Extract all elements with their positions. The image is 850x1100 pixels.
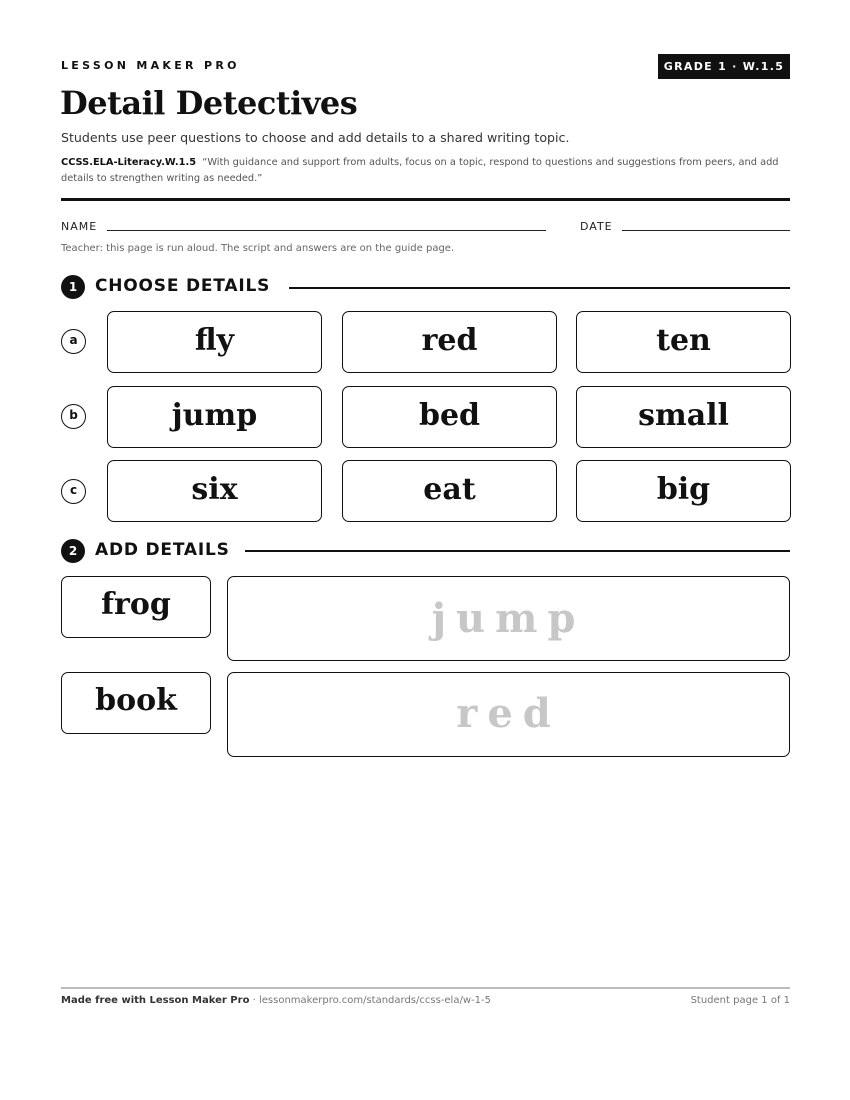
- row-marker-c: c: [61, 479, 86, 504]
- standard-text: “With guidance and support from adults, focus on a topic, respond to questions and suggestions from peers, and add details to strengthen writing as needed.”: [61, 157, 779, 184]
- page-subtitle: Students use peer questions to choose and add details to a shared writing topic.: [61, 130, 570, 145]
- word-card-eat[interactable]: eat: [342, 460, 557, 522]
- footer-divider: [61, 987, 790, 989]
- traced-answer-text: red: [456, 690, 561, 737]
- section-number-badge: 2: [61, 539, 85, 563]
- brand-name: LESSON MAKER PRO: [61, 59, 240, 72]
- standard-code: CCSS.ELA-Literacy.W.1.5: [61, 157, 197, 168]
- footer-page-number: Student page 1 of 1: [690, 995, 790, 1006]
- row-marker-b: b: [61, 404, 86, 429]
- answer-box-book[interactable]: [227, 672, 790, 757]
- footer-separator: ·: [249, 995, 259, 1006]
- name-field[interactable]: [107, 230, 546, 231]
- word-card-red[interactable]: red: [342, 311, 557, 373]
- noun-card-book: book: [61, 672, 211, 734]
- standard-description: [61, 155, 790, 187]
- word-card-six[interactable]: six: [107, 460, 322, 522]
- section-number-badge: 1: [61, 275, 85, 299]
- footer-made-with: Made free with Lesson Maker Pro: [61, 995, 250, 1006]
- section-choose-details-header: [61, 275, 790, 299]
- traced-answer-text: jump: [431, 595, 586, 642]
- answer-box-frog[interactable]: [227, 576, 790, 661]
- teacher-note: Teacher: this page is run aloud. The script and answers are on the guide page.: [61, 243, 455, 254]
- noun-card-frog: frog: [61, 576, 211, 638]
- page-title: Detail Detectives: [60, 84, 358, 122]
- word-card-bed[interactable]: bed: [342, 386, 557, 448]
- row-marker-a: a: [61, 329, 86, 354]
- worksheet-page: [61, 0, 790, 1100]
- header-divider: [61, 198, 790, 201]
- footer-url-link[interactable]: lessonmakerpro.com/standards/ccss-ela/w-1-5: [258, 995, 491, 1006]
- word-card-ten[interactable]: ten: [576, 311, 791, 373]
- word-card-big[interactable]: big: [576, 460, 791, 522]
- date-field[interactable]: [622, 230, 790, 231]
- section-title: ADD DETAILS: [95, 540, 230, 560]
- section-title: CHOOSE DETAILS: [95, 276, 271, 296]
- grade-badge: GRADE 1 · W.1.5: [658, 54, 790, 79]
- section-add-details-header: [61, 539, 790, 563]
- word-card-fly[interactable]: fly: [107, 311, 322, 373]
- footer-credit: [61, 995, 491, 1006]
- word-card-small[interactable]: small: [576, 386, 791, 448]
- section-rule: [245, 550, 790, 552]
- word-card-jump[interactable]: jump: [107, 386, 322, 448]
- name-label: NAME: [61, 220, 98, 233]
- date-label: DATE: [580, 220, 613, 233]
- section-rule: [289, 287, 790, 289]
